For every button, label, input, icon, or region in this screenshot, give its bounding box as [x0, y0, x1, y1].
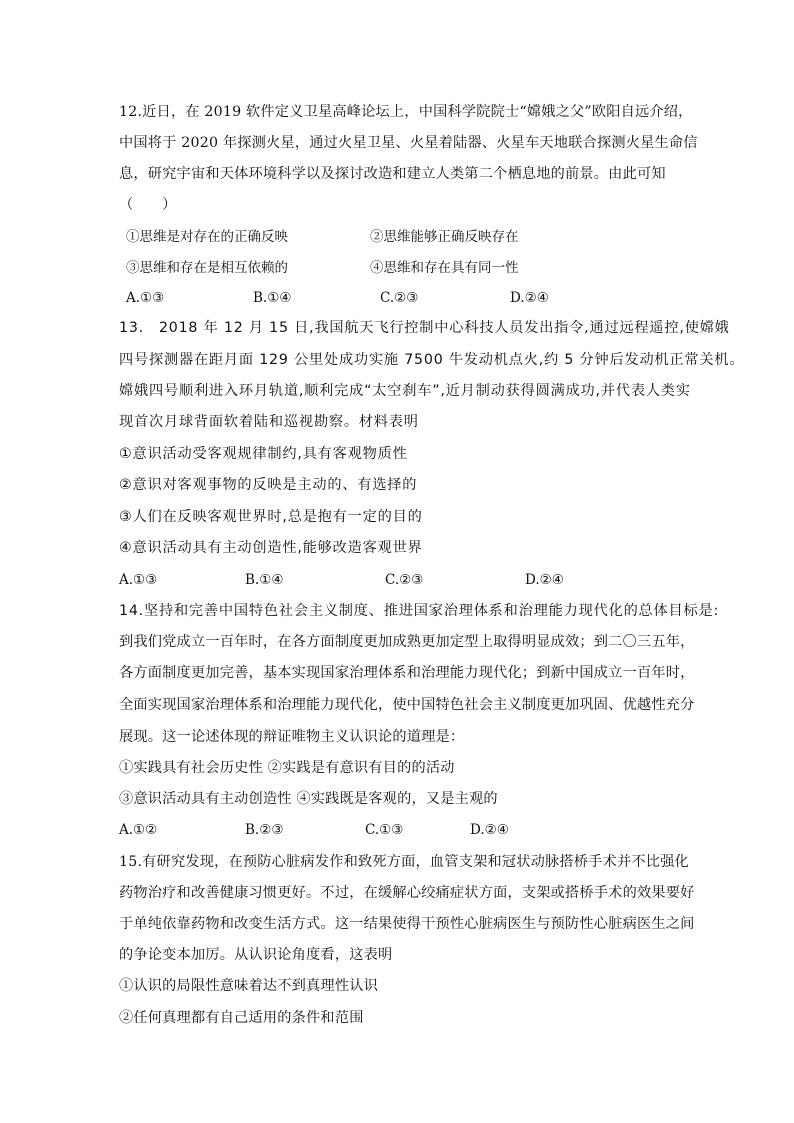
q12-choice-a: A.①③	[126, 290, 165, 306]
q12-line-4: （ ）	[119, 197, 177, 213]
q12-line-2: 中国将于 2020 年探测火星，通过火星卫星、火星着陆器、火星车天地联合探测火星生命信	[119, 135, 698, 151]
q13-statement-2: ②意识对客观事物的反映是主动的、有选择的	[119, 477, 418, 493]
q13-line-4: 现首次月球背面软着陆和巡视勘察。材料表明	[119, 414, 419, 430]
q13-line-3: 嫦娥四号顺利进入环月轨道,顺利完成“太空刹车”,近月制动获得圆满成功,并代表人类实	[119, 383, 691, 399]
q14-statement-3-4: ③意识活动具有主动创造性 ④实践既是客观的，又是主观的	[119, 791, 498, 807]
q14-line-3: 各方面制度更加完善，基本实现国家治理体系和治理能力现代化；到新中国成立一百年时，	[119, 665, 695, 681]
q13-statement-1: ①意识活动受客观规律制约,具有客观物质性	[119, 446, 408, 462]
q13-choice-a: A.①③	[119, 572, 158, 588]
q13-statement-3: ③人们在反映客观世界时,总是抱有一定的目的	[119, 509, 423, 525]
q12-choice-d: D.②④	[510, 290, 549, 306]
q12-line-3: 息，研究宇宙和天体环境科学以及探讨改造和建立人类第二个栖息地的前景。由此可知	[119, 166, 666, 182]
q13-choice-d: D.②④	[525, 572, 564, 588]
q14-line-4: 全面实现国家治理体系和治理能力现代化，使中国特色社会主义制度更加巩固、优越性充分	[119, 697, 695, 713]
q13-choice-b: B.①④	[245, 572, 284, 588]
q12-choice-b: B.①④	[253, 290, 292, 306]
q13-line-2: 四号探测器在距月面 129 公里处成功实施 7500 牛发动机点火,约 5 分钟后发动机正常关机。	[119, 352, 745, 368]
q15-line-4: 的争论变本加厉。从认识论角度看，这表明	[119, 947, 393, 963]
q14-statement-1-2: ①实践具有社会历史性 ②实践是有意识有目的的活动	[119, 760, 455, 776]
q12-statement-3: ③思维和存在是相互依赖的	[126, 260, 288, 276]
q14-line-1: 14.坚持和完善中国特色社会主义制度、推进国家治理体系和治理能力现代化的总体目标是:	[119, 603, 720, 619]
q15-line-2: 药物治疗和改善健康习惯更好。不过，在缓解心绞痛症状方面，支架或搭桥手术的效果要好	[119, 885, 695, 901]
q15-line-1: 15.有研究发现，在预防心脏病发作和致死方面，血管支架和冠状动脉搭桥手术并不比强化	[119, 854, 689, 870]
q14-line-2: 到我们党成立一百年时，在各方面制度更加成熟更加定型上取得明显成效；到二〇三五年，	[119, 634, 695, 650]
q14-choice-b: B.②③	[245, 822, 284, 838]
q13-line-1: 13. 2018 年 12 月 15 日,我国航天飞行控制中心科技人员发出指令,通过远程遥控,使嫦娥	[119, 320, 730, 336]
q12-statement-4: ④思维和存在具有同一性	[370, 260, 519, 276]
q13-statement-4: ④意识活动具有主动创造性,能够改造客观世界	[119, 540, 423, 556]
q14-choice-c: C.①③	[365, 822, 404, 838]
q15-statement-1: ①认识的局限性意味着达不到真理性认识	[119, 978, 378, 994]
q15-line-3: 于单纯依靠药物和改变生活方式。这一结果使得干预性心脏病医生与预防性心脏病医生之间	[119, 916, 695, 932]
q12-statement-2: ②思维能够正确反映存在	[370, 229, 519, 245]
q15-statement-2: ②任何真理都有自己适用的条件和范围	[119, 1010, 364, 1026]
q12-statement-1: ①思维是对存在的正确反映	[126, 229, 288, 245]
q12-line-1: 12.近日，在 2019 软件定义卫星高峰论坛上，中国科学院院士“嫦娥之父”欧阳自远介绍，	[119, 104, 693, 120]
q14-line-5: 展现。这一论述体现的辩证唯物主义认识论的道理是：	[119, 729, 465, 745]
q14-choice-a: A.①②	[119, 822, 158, 838]
q13-choice-c: C.②③	[385, 572, 424, 588]
q12-choice-c: C.②③	[380, 290, 419, 306]
q14-choice-d: D.②④	[470, 822, 509, 838]
